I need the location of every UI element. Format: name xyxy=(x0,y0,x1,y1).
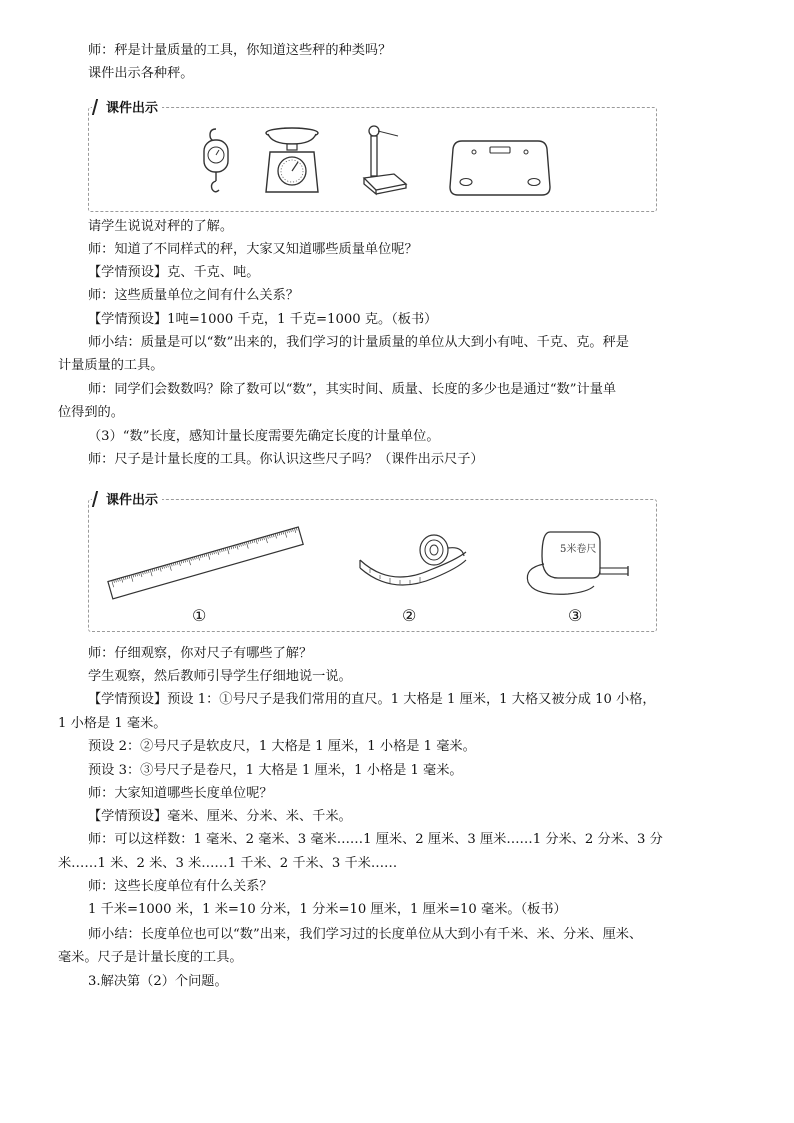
text-line: 师：大家知道哪些长度单位呢？ xyxy=(88,786,273,801)
text-line: 1 千米=1000 米，1 米=10 分米，1 分米=10 厘米，1 厘米=10 毫米。（板书） xyxy=(88,902,567,917)
text-line: 师：知道了不同样式的秤，大家又知道哪些质量单位呢？ xyxy=(88,242,418,257)
ruler-label-1: ① xyxy=(192,606,207,625)
text-line: 学生观察，然后教师引导学生仔细地说一说。 xyxy=(88,669,352,684)
bathroom-scale-icon xyxy=(448,137,552,197)
retractable-tape-measure-icon xyxy=(520,524,640,600)
ruler-label-3: ③ xyxy=(568,606,583,625)
text-line: 师：尺子是计量长度的工具。你认识这些尺子吗？（课件出示尺子） xyxy=(88,452,484,467)
text-line: 课件出示各种秤。 xyxy=(88,66,194,81)
text-line: 位得到的。 xyxy=(58,405,124,420)
text-line: 毫米。尺子是计量长度的工具。 xyxy=(58,950,243,965)
text-line: 师小结：质量是可以“数”出来的，我们学习的计量质量的单位从大到小有吨、千克、克。秤是 xyxy=(88,335,629,350)
text-line: 【学情预设】预设 1：①号尺子是我们常用的直尺。1 大格是 1 厘米，1 大格又被分成 10 小格， xyxy=(88,692,656,707)
ruler-label-2: ② xyxy=(402,606,417,625)
courseware-tag: 课件出示 xyxy=(92,489,162,508)
text-line: 米……1 米、2 米、3 米……1 千米、2 千米、3 千米…… xyxy=(58,856,398,871)
text-line: 【学情预设】毫米、厘米、分米、米、千米。 xyxy=(88,809,352,824)
text-line: 1 小格是 1 毫米。 xyxy=(58,716,167,731)
text-line: 师：仔细观察，你对尺子有哪些了解？ xyxy=(88,646,313,661)
courseware-tag: 课件出示 xyxy=(92,97,162,116)
text-line: 师：这些长度单位有什么关系？ xyxy=(88,879,273,894)
text-line: 【学情预设】1吨=1000 千克，1 千克=1000 克。（板书） xyxy=(88,312,438,327)
text-line: （3）“数”长度，感知计量长度需要先确定长度的计量单位。 xyxy=(88,429,440,444)
text-line: 师：秤是计量质量的工具，你知道这些秤的种类吗？ xyxy=(88,43,392,58)
text-line: 预设 2：②号尺子是软皮尺，1 大格是 1 厘米，1 小格是 1 毫米。 xyxy=(88,739,476,754)
text-line: 计量质量的工具。 xyxy=(58,358,164,373)
text-line: 师：这些质量单位之间有什么关系？ xyxy=(88,288,299,303)
height-weight-scale-icon xyxy=(360,124,412,196)
text-line: 师：同学们会数数吗？除了数可以“数”，其实时间、质量、长度的多少也是通过“数”计量单 xyxy=(88,382,617,397)
text-line: 请学生说说对秤的了解。 xyxy=(88,219,234,234)
spring-scale-icon xyxy=(196,127,236,199)
soft-tape-measure-icon xyxy=(356,530,472,590)
text-line: 3.解决第（2）个问题。 xyxy=(88,974,228,989)
straight-ruler-icon xyxy=(102,522,308,600)
text-line: 【学情预设】克、千克、吨。 xyxy=(88,265,260,280)
tape-label: 5米卷尺 xyxy=(560,544,597,555)
text-line: 预设 3：③号尺子是卷尺，1 大格是 1 厘米，1 小格是 1 毫米。 xyxy=(88,763,463,778)
text-line: 师：可以这样数：1 毫米、2 毫米、3 毫米……1 厘米、2 厘米、3 厘米……1 分米、2 分米、3 分 xyxy=(88,832,663,847)
kitchen-scale-icon xyxy=(262,124,322,196)
text-line: 师小结：长度单位也可以“数”出来，我们学习过的长度单位从大到小有千米、米、分米、厘米、 xyxy=(88,927,643,942)
